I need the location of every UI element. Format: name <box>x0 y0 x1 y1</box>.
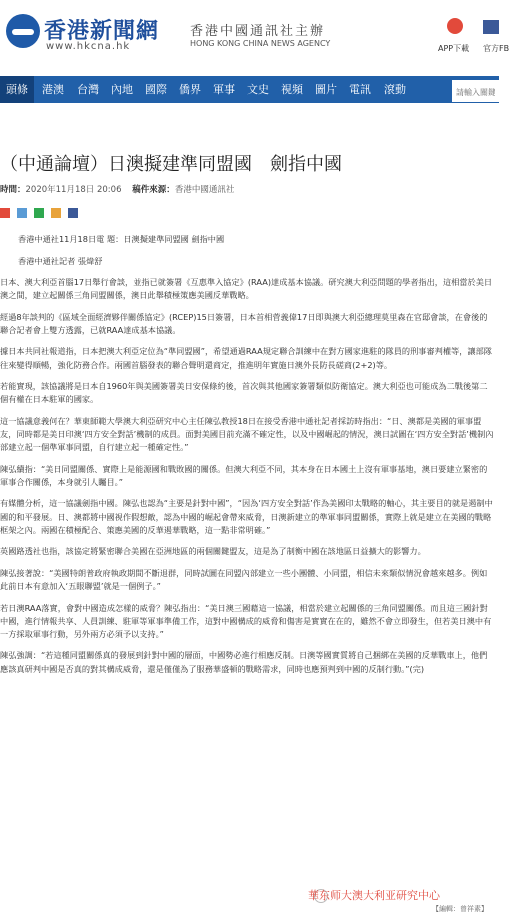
agency-name-cn: 香港中國通訊社主辦 <box>190 24 326 39</box>
share-qzone-icon[interactable] <box>17 208 27 218</box>
article-paragraph: 英國路透社也指，該協定將緊密聯合美國在亞洲地區的兩個關鍵盟友，這是為了制衡中國在該地區日益擴大的影響力。 <box>0 546 426 557</box>
app-download-label[interactable]: APP下載 <box>438 44 470 53</box>
nav-item-overseas[interactable]: 僑界 <box>179 83 201 96</box>
article-byline: 香港中通社記者 張煒舒 <box>18 255 103 266</box>
nav-item-mainland[interactable]: 內地 <box>111 83 133 96</box>
nav-item-hk-macau[interactable]: 港澳 <box>42 83 64 96</box>
source-label: 稿件來源： <box>132 185 175 195</box>
nav-item-military[interactable]: 軍事 <box>213 83 235 96</box>
share-bar <box>0 203 80 222</box>
site-header <box>0 0 509 68</box>
article-source: 香港中國通訊社 <box>174 185 235 195</box>
article-paragraph: 日本、澳大利亞首腦17日舉行會談，並指已就簽署《互惠準入協定》(RAA)達成基本協議。研究澳大利亞問題的學者指出，這相當於美日澳之間，建立起關係三角同盟關係，澳日此舉積極策應美國反華戰略。 <box>0 277 493 301</box>
share-facebook-icon[interactable] <box>68 208 78 218</box>
agency-name-en: HONG KONG CHINA NEWS AGENCY <box>190 39 331 48</box>
nav-item-telecom[interactable]: 電訊 <box>349 83 371 96</box>
search-box <box>452 80 499 99</box>
share-weibo-icon[interactable] <box>0 208 10 218</box>
facebook-label[interactable]: 官方FB <box>483 44 509 53</box>
article-paragraph: 陳弘強調：“若這種同盟關係真的發展到針對中國的層面，中國勢必進行相應反制。日澳等國實質將自己捆綁在美國的反華戰車上，他們應該真研判中國是否真的對其構成威脅，還是僅僅為了服務華盛頓的戰略需求，同時也應預判到中國的反制行動。”(完) <box>0 650 488 674</box>
editor-label: 【編輯：曾祥素】 <box>432 905 488 913</box>
article-body <box>0 233 494 684</box>
nav-item-taiwan[interactable]: 台灣 <box>77 83 99 96</box>
nav-item-headlines[interactable]: 頭條 <box>0 76 34 103</box>
hkcna-logo-icon[interactable] <box>6 14 40 48</box>
watermark-text: 華东师大澳大利亚研究中心 <box>308 889 440 902</box>
nav-item-history[interactable]: 文史 <box>247 83 269 96</box>
share-renren-icon[interactable] <box>51 208 61 218</box>
nav-item-video[interactable]: 視頻 <box>281 83 303 96</box>
article-paragraph: 據日本共同社報道指，日本把澳大利亞定位為“準同盟國”，希望通過RAA規定聯合訓練中在對方國家進駐的隊員的刑事審判權等，讓部隊往來變得順暢，強化防務合作。兩國首腦發表的聯合聲明還商定，推進明年實施日澳外長防長磋商(2+2)等。 <box>0 346 492 370</box>
article-paragraph: 若能實現，該協議將是日本自1960年與美國簽署美日安保條約後，首次與其他國家簽署類似防衛協定。澳大利亞也可能成為二戰後第二個有權在日本駐軍的國家。 <box>0 381 488 405</box>
article-paragraph: 若日澳RAA落實，會對中國造成怎樣的威脅？陳弘指出：“美日澳三國藉這一協議，相當於建立起關係的三角同盟關係。而且這三國針對中國，進行情報共享、人員訓練、駐軍等軍事準備工作，這對中國構成的威脅和傷害是實實在在的，雖然不會立即發生，但若美日澳中有一方採取軍事行動，另外兩方必須予以支持。” <box>0 602 492 639</box>
article-paragraph: 陳弘續指：“美日同盟關係、實際上是能源國和戰敗國的關係。但澳大利亞不同，其本身在日本國土上沒有軍事基地，澳日要建立緊密的軍事合作關係，本身就引人矚目。” <box>0 463 488 487</box>
site-url: www.hkcna.hk <box>46 41 131 52</box>
time-label: 時間： <box>0 185 26 195</box>
publish-time: 2020年11月18日 20:06 <box>25 185 122 195</box>
article-dateline: 香港中通社11月18日電 題：日澳擬建準同盟國 劍指中國 <box>18 234 225 244</box>
article-paragraph: 這一協議意義何在？華東師範大學澳大利亞研究中心主任陳弘教授18日在接受香港中通社記者採訪時指出：“日、澳都是美國的軍事盟友，同時都是美日印澳‘四方安全對話’機制的成員。面對美國目前充滿不確定性，以及中國崛起的情況，澳日試圖在‘四方安全對話’機制內部建立起一個準軍事同盟，自行建立起一種確定性。” <box>0 415 494 453</box>
main-nav <box>0 76 499 103</box>
article-paragraph: 陳弘接著說：“美國特朗普政府執政期間不斷退群，同時試圖在同盟內部建立一些小團體、小同盟，相信未來類似情況會越來越多。例如此前日本有意加入‘五眼聯盟’就是一個例子。” <box>0 567 488 592</box>
article-meta <box>0 183 234 195</box>
app-download-icon[interactable] <box>447 18 463 34</box>
nav-item-photos[interactable]: 圖片 <box>315 83 337 96</box>
search-input[interactable] <box>452 83 499 102</box>
article-paragraph: 經過8年談判的《區域全面經濟夥伴關係協定》(RCEP)15日簽署，日本首相菅義偉17日即與澳大利亞總理莫里森在官邸會談，在會後的聯合記者會上雙方透露，已就RAA達成基本協議。 <box>0 311 488 335</box>
nav-item-rolling[interactable]: 滾動 <box>384 83 406 96</box>
facebook-icon[interactable] <box>483 20 499 34</box>
share-wechat-icon[interactable] <box>34 208 44 218</box>
nav-item-international[interactable]: 國際 <box>145 83 167 96</box>
article-title: （中通論壇）日澳擬建準同盟國 劍指中國 <box>0 154 342 175</box>
site-logo-text[interactable]: 香港新聞網 <box>44 18 160 44</box>
article-paragraph: 有媒體分析，這一協議劍指中國。陳弘也認為“主要是針對中國”，“因為‘四方安全對話’作為美國印太戰略的軸心，其主要目的就是遏制中國的和平發展。日、澳都將中國視作假想敵，認為中國的崛起會帶來威脅，日澳新建立的準軍事同盟關係，實際上就是建立在美國的戰略框架之內。兩國在積極配合、策應美國的反華遏華戰略，這一點非常明確。” <box>0 498 493 535</box>
